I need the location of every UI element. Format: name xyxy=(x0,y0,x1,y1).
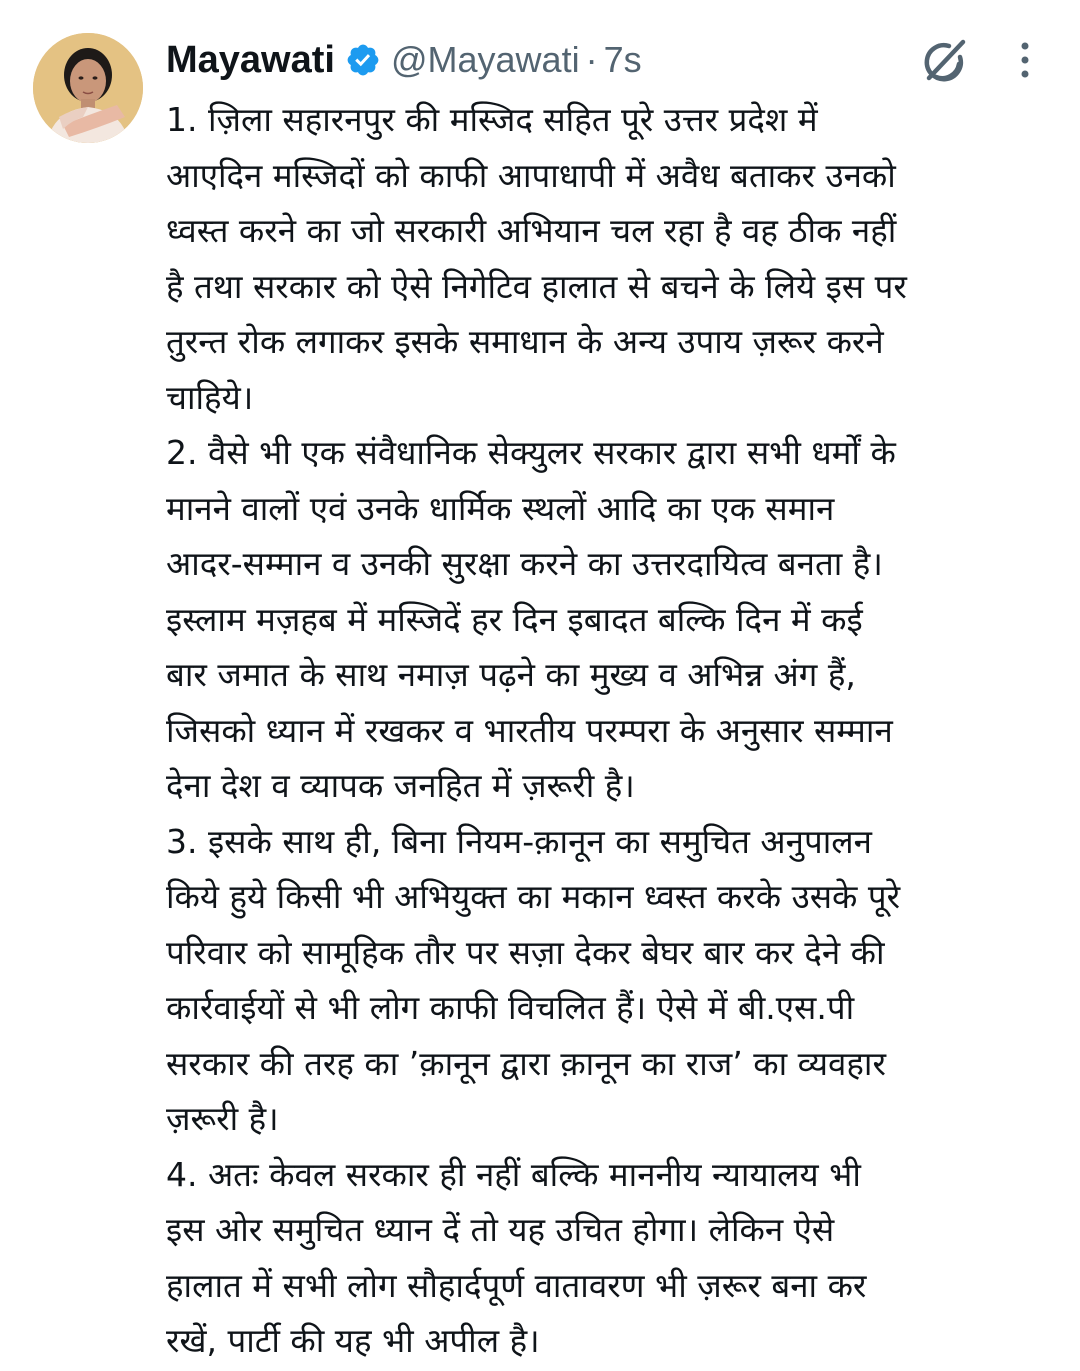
avatar-photo xyxy=(33,33,143,143)
tweet-line: तुरन्त रोक लगाकर इसके समाधान के अन्य उपाय ज़रूर करने xyxy=(166,322,884,361)
tweet-line: हालात में सभी लोग सौहार्दपूर्ण वातावरण भी ज़रूर बना कर xyxy=(166,1265,867,1305)
tweet-line: ध्वस्त करने का जो सरकारी अभियान चल रहा है वह ठीक नहीं xyxy=(166,211,897,250)
tweet-line: 2. वैसे भी एक संवैधानिक सेक्युलर सरकार द्वारा सभी धर्मों के xyxy=(166,433,896,472)
tweet-line: 3. इसके साथ ही, बिना नियम-क़ानून का समुचित अनुपालन xyxy=(166,821,872,861)
tweet-line: किये हुये किसी भी अभियुक्त का मकान ध्वस्त करके उसके पूरे xyxy=(166,877,901,916)
tweet-line: चाहिये। xyxy=(166,377,254,417)
display-name[interactable]: Mayawati xyxy=(166,38,335,81)
header-separator: · xyxy=(585,39,598,80)
tweet-text xyxy=(166,92,1056,1369)
tweet-line: रखें, पार्टी की यह भी अपील है। xyxy=(166,1321,540,1360)
tweet-line: जिसको ध्यान में रखकर व भारतीय परम्परा के अनुसार सम्मान xyxy=(166,710,893,750)
verified-badge-icon xyxy=(345,42,381,78)
tweet-line: परिवार को सामूहिक तौर पर सज़ा देकर बेघर बार कर देने की xyxy=(166,932,885,972)
handle[interactable]: @Mayawati xyxy=(390,39,580,80)
tweet-header xyxy=(166,30,642,90)
tweet-line: बार जमात के साथ नमाज़ पढ़ने का मुख्य व अभिन्न अंग हैं, xyxy=(166,655,856,694)
tweet-line: 4. अतः केवल सरकार ही नहीं बल्कि माननीय न्यायालय भी xyxy=(166,1154,861,1194)
tweet-line: मानने वालों एवं उनके धार्मिक स्थलों आदि का एक समान xyxy=(166,488,835,528)
more-options-icon[interactable] xyxy=(1010,38,1040,82)
grok-icon[interactable] xyxy=(918,35,970,87)
tweet-line: आएदिन मस्जिदों को काफी आपाधापी में अवैध बताकर उनको xyxy=(166,155,896,195)
avatar[interactable] xyxy=(33,33,143,143)
tweet-line: कार्रवाईयों से भी लोग काफी विचलित हैं। ऐसे में बी.एस.पी xyxy=(166,988,855,1027)
tweet-line: 1. ज़िला सहारनपुर की मस्जिद सहित पूरे उत्तर प्रदेश में xyxy=(166,100,818,139)
tweet-line: इस ओर समुचित ध्यान दें तो यह उचित होगा। लेकिन ऐसे xyxy=(166,1210,835,1249)
tweet-line: देना देश व व्यापक जनहित में ज़रूरी है। xyxy=(166,766,635,805)
tweet-line: सरकार की तरह का ’क़ानून द्वारा क़ानून का राज’ का व्यवहार xyxy=(166,1043,886,1083)
timestamp[interactable]: 7s xyxy=(603,39,642,80)
tweet-line: आदर-सम्मान व उनकी सुरक्षा करने का उत्तरदायित्व बनता है। xyxy=(166,544,883,583)
tweet-line: है तथा सरकार को ऐसे निगेटिव हालात से बचने के लिये इस पर xyxy=(166,266,907,306)
tweet-line: ज़रूरी है। xyxy=(166,1099,279,1138)
tweet-line: इस्लाम मज़हब में मस्जिदें हर दिन इबादत बल्कि दिन में कई xyxy=(166,599,863,639)
